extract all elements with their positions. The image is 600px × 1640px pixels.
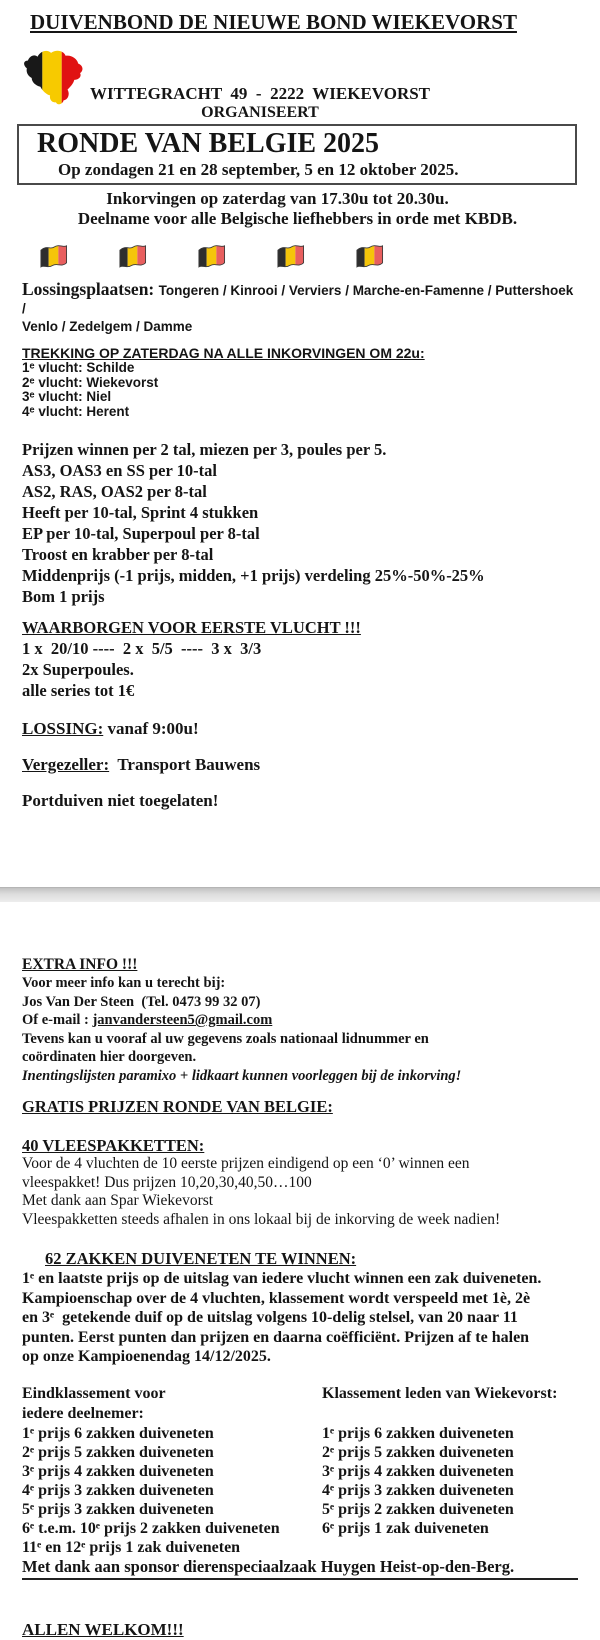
trekking-item: 4ᵉ vlucht: Herent bbox=[22, 403, 130, 419]
vergezeller-line bbox=[22, 754, 600, 775]
trekking-item: 3ᵉ vlucht: Niel bbox=[22, 389, 112, 404]
klassement-item: 5ᵉ prijs 3 zakken duiveneten bbox=[22, 1500, 214, 1518]
extra-info-line: coördinaten hier doorgeven. bbox=[22, 1049, 197, 1065]
zakken-line: op onze Kampioenendag 14/12/2025. bbox=[22, 1348, 271, 1365]
klassement-item: 3ᵉ prijs 4 zakken duiveneten bbox=[322, 1462, 514, 1480]
belgian-flag-icon bbox=[38, 242, 69, 271]
trekking-section bbox=[22, 345, 600, 419]
email-line bbox=[22, 1011, 600, 1030]
lossingsplaatsen-paragraph bbox=[22, 279, 578, 336]
right-column-items bbox=[322, 1424, 578, 1538]
vleespakketten-line: vleespakket! Dus prijzen 10,20,30,40,50…100 bbox=[22, 1173, 312, 1191]
email-link[interactable]: janvandersteen5@gmail.com bbox=[92, 1012, 273, 1028]
extra-info-italic-note: Inentingslijsten paramixo + lidkaart kunnen voorleggen bij de inkorving! bbox=[22, 1067, 462, 1084]
portduiven-line: Portduiven niet toegelaten! bbox=[22, 791, 219, 810]
klassement-item: 4ᵉ prijs 3 zakken duiveneten bbox=[22, 1481, 214, 1499]
klassement-item: 11ᵉ en 12ᵉ prijs 1 zak duiveneten bbox=[22, 1538, 241, 1556]
trekking-item: 2ᵉ vlucht: Wiekevorst bbox=[22, 374, 159, 390]
waarborgen-line: alle series tot 1€ bbox=[22, 681, 135, 700]
klassement-item: 2ᵉ prijs 5 zakken duiveneten bbox=[322, 1443, 514, 1461]
zakken-heading: 62 ZAKKEN DUIVENETEN TE WINNEN: bbox=[45, 1249, 357, 1268]
prijzen-line: AS2, RAS, OAS2 per 8-tal bbox=[22, 482, 207, 501]
organiseert-line: ORGANISEERT bbox=[201, 104, 319, 121]
page-title: DUIVENBOND DE NIEUWE BOND WIEKEVORST bbox=[30, 10, 517, 34]
prijzen-line: Heeft per 10-tal, Sprint 4 stukken bbox=[22, 503, 259, 522]
email-prefix: Of e-mail : bbox=[22, 1012, 93, 1028]
event-title: RONDE VAN BELGIE 2025 bbox=[37, 128, 380, 159]
zakken-line: punten. Eerst punten dan prijzen en daarna coëfficiënt. Prijzen af te halen bbox=[22, 1328, 530, 1346]
left-column-header: iedere deelnemer: bbox=[22, 1404, 144, 1422]
event-dates: Op zondagen 21 en 28 september, 5 en 12 oktober 2025. bbox=[58, 160, 459, 179]
lossingsplaatsen-label: Lossingsplaatsen: bbox=[22, 279, 159, 299]
gratis-prijzen-heading: GRATIS PRIJZEN RONDE VAN BELGIE: bbox=[22, 1097, 333, 1116]
zakken-duiveneten-section bbox=[22, 1249, 600, 1367]
document-page bbox=[0, 9, 600, 1639]
trekking-heading: TREKKING OP ZATERDAG NA ALLE INKORVINGEN OM 22u: bbox=[22, 345, 425, 361]
page-divider bbox=[0, 887, 600, 902]
allen-welkom-heading: ALLEN WELKOM!!! bbox=[22, 1619, 184, 1639]
klassement-item: 6ᵉ t.e.m. 10ᵉ prijs 2 zakken duiveneten bbox=[22, 1519, 280, 1537]
klassement-item: 3ᵉ prijs 4 zakken duiveneten bbox=[22, 1462, 214, 1480]
waarborgen-line: 2x Superpoules. bbox=[22, 660, 134, 679]
vleespakketten-line: Vleespakketten steeds afhalen in ons lokaal bij de inkorving de week nadien! bbox=[22, 1210, 501, 1228]
belgium-map-icon bbox=[20, 48, 86, 113]
belgian-flag-icon bbox=[196, 242, 227, 271]
klassement-item: 1ᵉ prijs 6 zakken duiveneten bbox=[22, 1424, 214, 1442]
lossing-label: LOSSING: bbox=[22, 719, 104, 738]
extra-info-line: Jos Van Der Steen (Tel. 0473 99 32 07) bbox=[22, 993, 261, 1010]
address-line: WITTEGRACHT 49 - 2222 WIEKEVORST bbox=[89, 84, 431, 103]
waarborgen-heading: WAARBORGEN VOOR EERSTE VLUCHT !!! bbox=[22, 618, 361, 637]
klassement-item: 5ᵉ prijs 2 zakken duiveneten bbox=[322, 1500, 514, 1518]
zakken-line: en 3ᵉ getekende duif op de uitslag volgens 10-delig stelsel, van 20 naar 11 bbox=[22, 1309, 518, 1326]
klassement-columns bbox=[22, 1384, 578, 1557]
vergezeller-value: Transport Bauwens bbox=[109, 755, 261, 774]
vleespakketten-line: Met dank aan Spar Wiekevorst bbox=[22, 1192, 214, 1209]
spacer bbox=[322, 1404, 578, 1424]
waarborgen-section bbox=[22, 617, 600, 701]
waarborgen-line: 1 x 20/10 ---- 2 x 5/5 ---- 3 x 3/3 bbox=[22, 639, 262, 658]
deelname-line: Deelname voor alle Belgische liefhebbers in orde met KBDB. bbox=[77, 209, 518, 228]
prijzen-line: Troost en krabber per 8-tal bbox=[22, 545, 214, 564]
prijzen-line: EP per 10-tal, Superpoul per 8-tal bbox=[22, 524, 260, 543]
extra-info-line: Voor meer info kan u terecht bij: bbox=[22, 975, 226, 991]
right-column-header: Klassement leden van Wiekevorst: bbox=[322, 1384, 558, 1402]
vleespakketten-line: Voor de 4 vluchten de 10 eerste prijzen eindigend op een ‘0’ winnen een bbox=[22, 1155, 470, 1172]
sponsor-line: Met dank aan sponsor dierenspeciaalzaak Huygen Heist-op-den-Berg. bbox=[22, 1557, 578, 1580]
left-column-items bbox=[22, 1424, 322, 1557]
klassement-item: 2ᵉ prijs 5 zakken duiveneten bbox=[22, 1443, 214, 1461]
left-column-header: Eindklassement voor bbox=[22, 1384, 166, 1402]
trekking-item: 1ᵉ vlucht: Schilde bbox=[22, 360, 135, 375]
lossingsplaatsen-places-line2: Venlo / Zedelgem / Damme bbox=[22, 319, 193, 334]
belgian-flag-icon bbox=[354, 242, 385, 271]
prijzen-line: Prijzen winnen per 2 tal, miezen per 3, poules per 5. bbox=[22, 440, 387, 459]
klassement-item: 6ᵉ prijs 1 zak duiveneten bbox=[322, 1519, 489, 1537]
prijzen-line: Middenprijs (-1 prijs, midden, +1 prijs) verdeling 25%-50%-25% bbox=[22, 566, 485, 585]
extra-info-section bbox=[22, 956, 600, 1085]
extra-info-line: Tevens kan u vooraf al uw gegevens zoals nationaal lidnummer en bbox=[22, 1030, 429, 1047]
prijzen-section bbox=[22, 439, 600, 607]
belgian-flag-icon bbox=[117, 242, 148, 271]
extra-info-heading: EXTRA INFO !!! bbox=[22, 956, 138, 973]
vergezeller-label: Vergezeller: bbox=[22, 755, 110, 774]
inkorving-line: Inkorvingen op zaterdag van 17.30u tot 20.30u. bbox=[106, 189, 449, 208]
klassement-left-column bbox=[22, 1384, 322, 1557]
belgian-flag-icon bbox=[275, 242, 306, 271]
prijzen-line: Bom 1 prijs bbox=[22, 587, 105, 606]
event-title-box bbox=[17, 124, 577, 185]
zakken-line: 1ᵉ en laatste prijs op de uitslag van iedere vlucht winnen een zak duiveneten. bbox=[22, 1270, 542, 1287]
vleespakketten-section bbox=[22, 1136, 600, 1229]
lossingsplaatsen-places-line1: Tongeren / Kinrooi / Verviers / Marche-en-Famenne / Puttershoek / bbox=[22, 283, 578, 316]
lossing-value: vanaf 9:00u! bbox=[103, 719, 199, 738]
lossing-line bbox=[22, 718, 600, 739]
klassement-item: 1ᵉ prijs 6 zakken duiveneten bbox=[322, 1424, 514, 1442]
zakken-line: Kampioenschap over de 4 vluchten, klassement wordt verspeeld met 1è, 2è bbox=[22, 1289, 531, 1307]
flags-row bbox=[38, 242, 600, 271]
prijzen-line: AS3, OAS3 en SS per 10-tal bbox=[22, 461, 217, 480]
klassement-right-column bbox=[322, 1384, 578, 1557]
vleespakketten-heading: 40 VLEESPAKKETTEN: bbox=[22, 1136, 205, 1155]
klassement-item: 4ᵉ prijs 3 zakken duiveneten bbox=[322, 1481, 514, 1499]
